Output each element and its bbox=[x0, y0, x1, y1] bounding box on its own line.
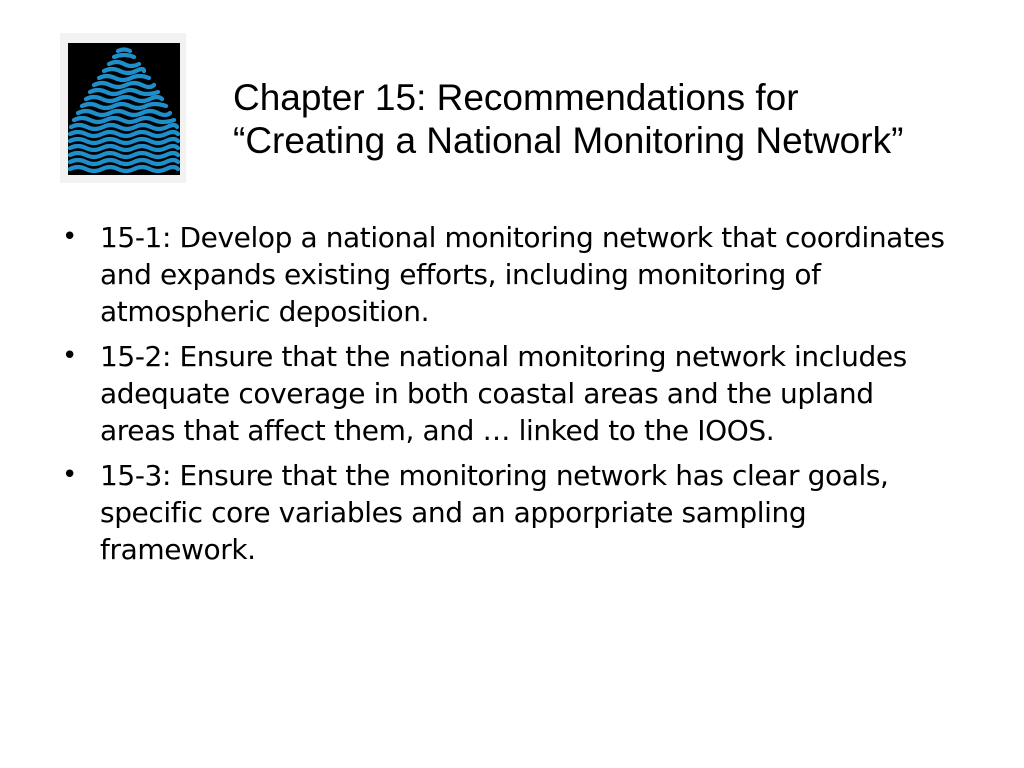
list-item bbox=[60, 338, 950, 449]
list-item bbox=[60, 219, 950, 330]
bullet-text: 15-2: Ensure that the national monitoring network includes adequate coverage in both coastal areas and the upland areas that affect them, and … linked to the IOOS. bbox=[100, 340, 907, 447]
bullet-icon: • bbox=[62, 222, 77, 252]
bullet-icon: • bbox=[62, 341, 77, 371]
page-title bbox=[233, 76, 993, 162]
bullet-text: 15-1: Develop a national monitoring network that coordinates and expands existing efforts, including monitoring of atmospheric deposition. bbox=[100, 221, 945, 328]
title-line-1: Chapter 15: Recommendations for bbox=[233, 77, 799, 118]
bullet-text: 15-3: Ensure that the monitoring network has clear goals, specific core variables and an apporpriate sampling framework. bbox=[100, 459, 889, 566]
title-line-2: “Creating a National Monitoring Network” bbox=[233, 120, 904, 161]
recommendation-list bbox=[60, 219, 950, 576]
list-item bbox=[60, 457, 950, 568]
bullet-icon: • bbox=[62, 460, 77, 490]
water-waves-logo-icon bbox=[60, 33, 186, 183]
